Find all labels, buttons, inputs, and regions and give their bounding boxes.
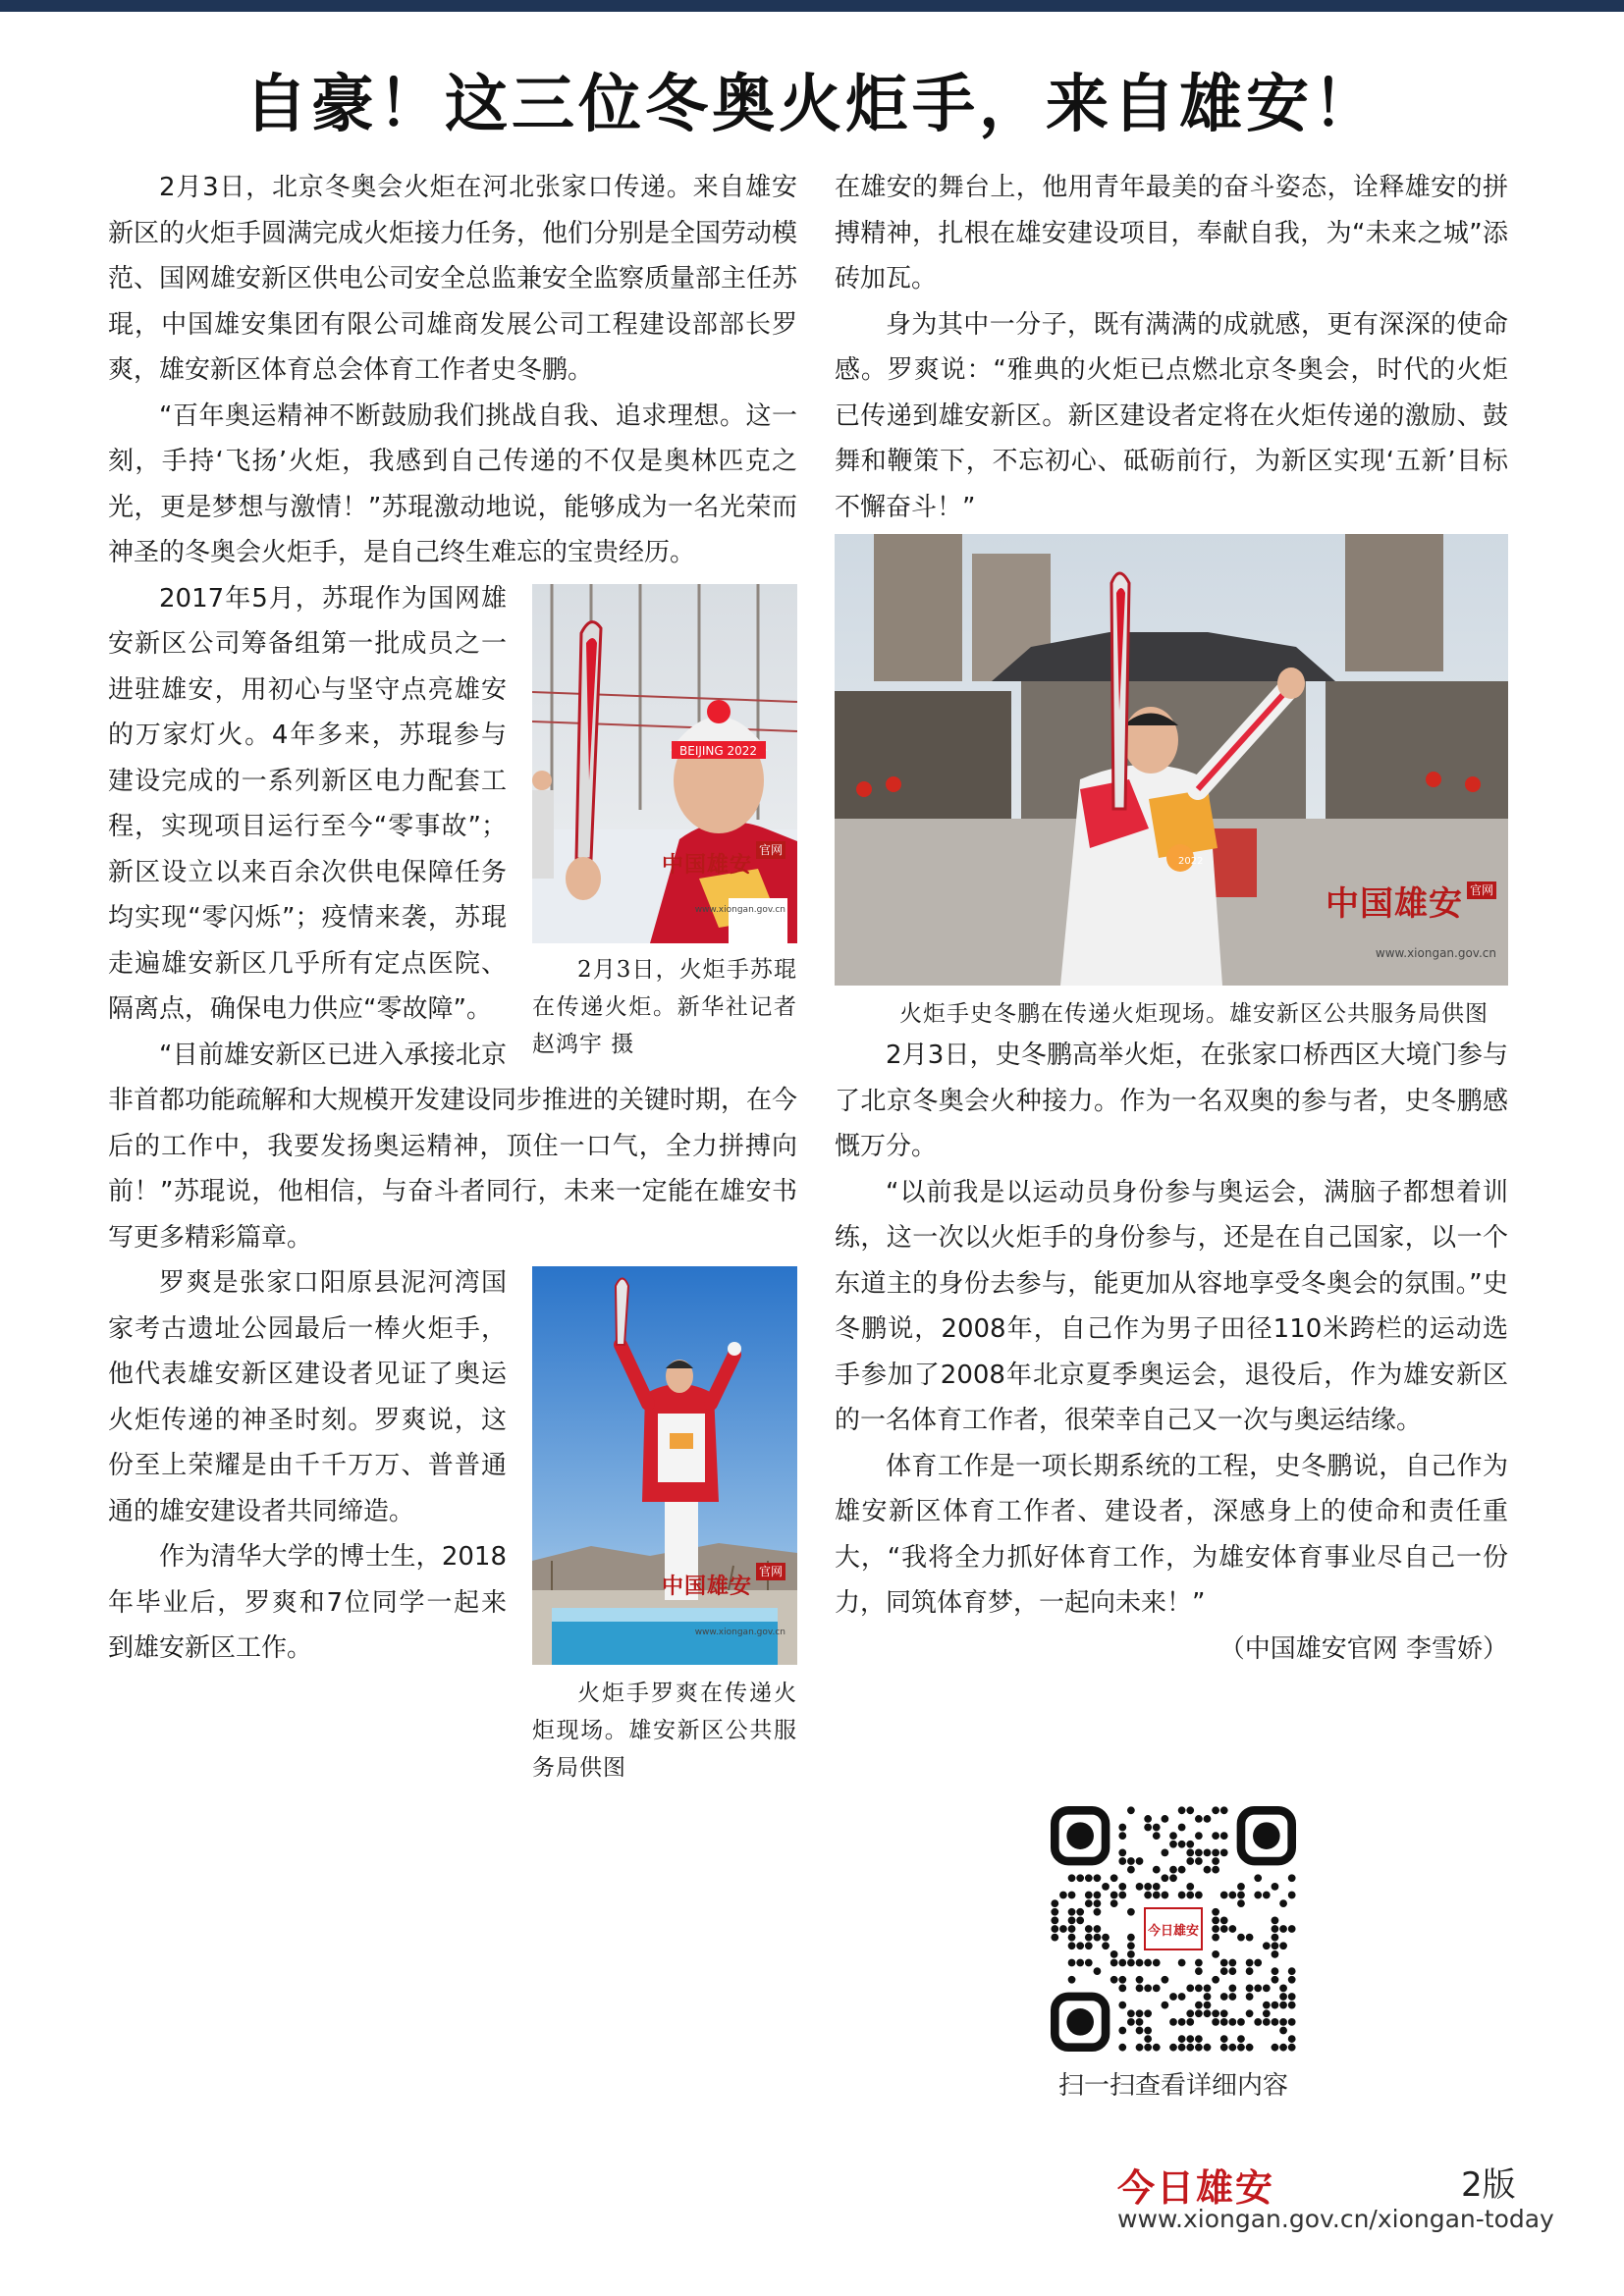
- footer-url[interactable]: www.xiongan.gov.cn/xiongan-today: [1117, 2205, 1554, 2233]
- article-paragraph: 体育工作是一项长期系统的工程，史冬鹏说，自己作为雄安新区体育工作者、建设者，深感身上的使命和责任重大，“我将全力抓好体育工作，为雄安体育事业尽自己一份力，同筑体育梦，一起向未来！”: [835, 1451, 1508, 1618]
- author-credit: （中国雄安官网 李雪娇）: [1218, 1633, 1508, 1664]
- photo-caption: 2月3日，火炬手苏琨在传递火炬。新华社记者赵鸿宇 摄: [532, 956, 797, 1057]
- qr-caption: 扫一扫查看详细内容: [1057, 2071, 1288, 2101]
- sukun-figure: [532, 584, 797, 1063]
- shidongpeng-figure: [835, 534, 1508, 1033]
- article-paragraph: “以前我是以运动员身份参与奥运会，满脑子都想着训练，这一次以火炬手的身份参与，还是在自己国家，以一个东道主的身份去参与，能更加从容地享受冬奥会的氛围。”史冬鹏说，2008年，自己作为男子田径110米跨栏的运动选手参加了2008年北京夏季奥运会，退役后，作为雄安新区的一名体育工作者，很荣幸自己又一次与奥运结缘。: [835, 1177, 1508, 1435]
- shidongpeng-photo: [835, 534, 1508, 986]
- article-paragraph: 在雄安的舞台上，他用青年最美的奋斗姿态，诠释雄安的拼搏精神，扎根在雄安建设项目，奉献自我，为“未来之城”添砖加瓦。: [835, 173, 1508, 294]
- right-column: [835, 165, 1508, 1672]
- article-paragraph: 2月3日，史冬鹏高举火炬，在张家口桥西区大境门参与了北京冬奥会火种接力。作为一名双奥的参与者，史冬鹏感慨万分。: [835, 1041, 1508, 1161]
- footer-logo: 今日雄安: [1117, 2165, 1275, 2210]
- bib-number: 2022: [1178, 856, 1204, 867]
- top-bar: [0, 0, 1624, 12]
- watermark: 中国雄安官网 www.xiongan.gov.cn: [661, 842, 785, 915]
- photo-caption: 火炬手史冬鹏在传递火炬现场。雄安新区公共服务局供图: [899, 1001, 1489, 1027]
- article-paragraph: “百年奥运精神不断鼓励我们挑战自我、追求理想。这一刻，手持‘飞扬’火炬，我感到自己传递的不仅是奥林匹克之光，更是梦想与激情！”苏琨激动地说，能够成为一名光荣而神圣的冬奥会火炬手，是自己终生难忘的宝贵经历。: [108, 400, 797, 567]
- cap-logo-text: BEIJING 2022: [679, 743, 758, 758]
- watermark: 中国雄安 官网 www.xiongan.gov.cn: [1325, 883, 1496, 960]
- page-number: 2版: [1461, 2165, 1516, 2205]
- photo-caption: 火炬手罗爽在传递火炬现场。雄安新区公共服务局供图: [532, 1681, 797, 1781]
- left-column: [108, 165, 797, 1787]
- page-title: 自豪！这三位冬奥火炬手，来自雄安！: [244, 68, 1380, 141]
- article-paragraph: 罗爽是张家口阳原县泥河湾国家考古遗址公园最后一棒火炬手，他代表雄安新区建设者见证了奥运火炬传递的神圣时刻。罗爽说，这份至上荣耀是由千千万万、普普通通的雄安建设者共同缔造。: [108, 1268, 507, 1526]
- article-paragraph: 2017年5月，苏琨作为国网雄安新区公司筹备组第一批成员之一进驻雄安，用初心与坚守点亮雄安的万家灯火。4年多来，苏琨参与建设完成的一系列新区电力配套工程，实现项目运行至今“零事故”；新区设立以来百余次供电保障任务均实现“零闪烁”；疫情来袭，苏琨走遍雄安新区几乎所有定点医院、隔离点，确保电力供应“零故障”。: [108, 583, 507, 1024]
- watermark: 中国雄安官网 www.xiongan.gov.cn: [661, 1565, 785, 1637]
- article-paragraph: “目前雄安新区已进入承接北京非首都功能疏解和大规模开发建设同步推进的关键时期，在今后的工作中，我要发扬奥运精神，顶住一口气，全力拼搏向前！”苏琨说，他相信，与奋斗者同行，未来一定能在雄安书写更多精彩篇章。: [108, 1040, 798, 1253]
- qr-center-logo: [1144, 1907, 1203, 1950]
- qr-block: [1051, 1806, 1296, 2102]
- article-paragraph: 2月3日，北京冬奥会火炬在河北张家口传递。来自雄安新区的火炬手圆满完成火炬接力任务，他们分别是全国劳动模范、国网雄安新区供电公司安全总监兼安全监察质量部主任苏琨，中国雄安集团有限公司雄商发展公司工程建设部部长罗爽，雄安新区体育总会体育工作者史冬鹏。: [108, 173, 798, 385]
- article-paragraph: 身为其中一分子，既有满满的成就感，更有深深的使命感。罗爽说：“雅典的火炬已点燃北京冬奥会，时代的火炬已传递到雄安新区。新区建设者定将在火炬传递的激励、鼓舞和鞭策下，不忘初心、砥砺前行，为新区实现‘五新’目标不懈奋斗！”: [835, 309, 1508, 522]
- qr-center-label: 今日雄安: [1147, 1923, 1199, 1939]
- luoshuang-figure: [532, 1266, 797, 1787]
- sukun-photo: [532, 584, 797, 943]
- qr-code[interactable]: [1051, 1806, 1296, 2052]
- article-paragraph: 作为清华大学的博士生，2018年毕业后，罗爽和7位同学一起来到雄安新区工作。: [108, 1542, 507, 1663]
- luoshuang-photo: [532, 1266, 797, 1665]
